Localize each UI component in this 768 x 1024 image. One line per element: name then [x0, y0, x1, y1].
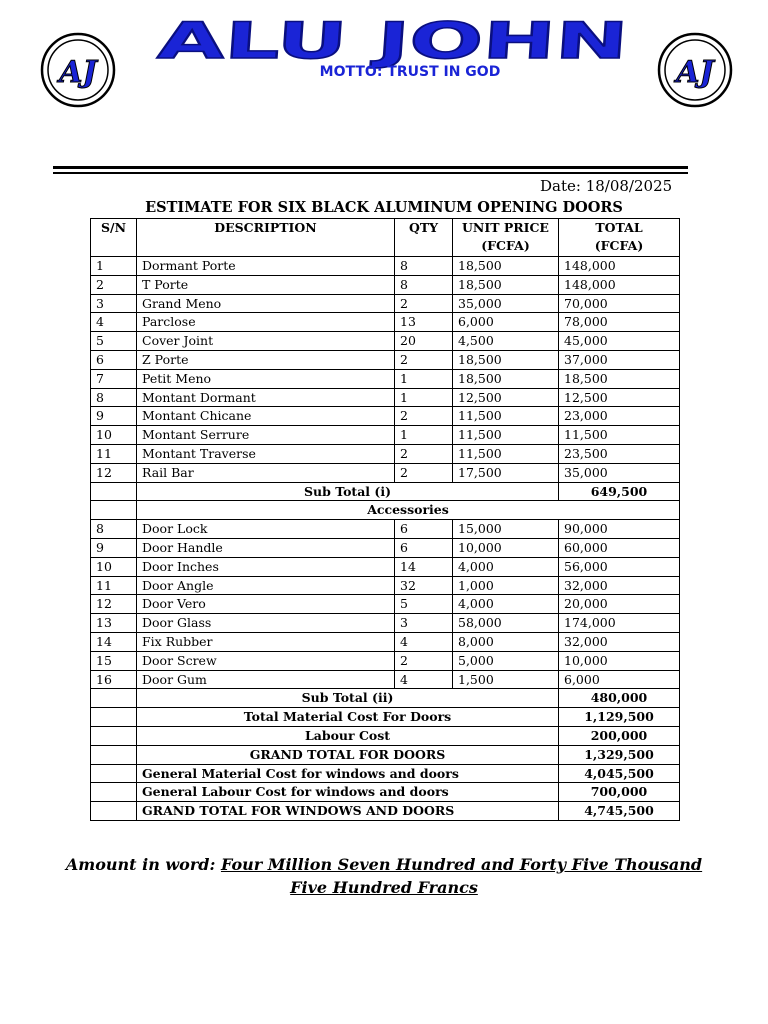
cell-description: Door Glass [137, 614, 395, 633]
cell-qty: 6 [395, 538, 453, 557]
cell-unit-price: 1,000 [453, 576, 559, 595]
table-row [91, 332, 680, 351]
table-row [91, 407, 680, 426]
cell-unit-price: 4,000 [453, 595, 559, 614]
table-row [91, 614, 680, 633]
cell-unit-price: 6,000 [453, 313, 559, 332]
cell-total: 23,000 [559, 407, 680, 426]
cell-description: Petit Meno [137, 369, 395, 388]
cell-description: Rail Bar [137, 463, 395, 482]
cell-qty: 2 [395, 294, 453, 313]
cell-unit-price: 10,000 [453, 538, 559, 557]
cell-total: 56,000 [559, 557, 680, 576]
col-header-unit-price-label: UNIT PRICE [462, 220, 549, 235]
total-label: General Labour Cost for windows and doors [137, 783, 559, 802]
cell-qty: 1 [395, 369, 453, 388]
cell-total: 32,000 [559, 632, 680, 651]
cell-total: 148,000 [559, 275, 680, 294]
empty-cell [91, 764, 137, 783]
total-value: 649,500 [559, 482, 680, 501]
cell-total: 20,000 [559, 595, 680, 614]
col-header-qty: QTY [395, 219, 453, 257]
cell-total: 35,000 [559, 463, 680, 482]
cell-total: 12,500 [559, 388, 680, 407]
cell-sn: 10 [91, 426, 137, 445]
cell-unit-price: 35,000 [453, 294, 559, 313]
col-header-total [559, 219, 680, 257]
cell-unit-price: 8,000 [453, 632, 559, 651]
cell-unit-price: 4,000 [453, 557, 559, 576]
estimate-table [90, 218, 680, 821]
cell-qty: 13 [395, 313, 453, 332]
cell-total: 23,500 [559, 444, 680, 463]
cell-description: Cover Joint [137, 332, 395, 351]
table-row [91, 520, 680, 539]
cell-unit-price: 1,500 [453, 670, 559, 689]
total-value: 480,000 [559, 689, 680, 708]
cell-sn: 12 [91, 595, 137, 614]
cell-sn: 15 [91, 651, 137, 670]
col-header-description: DESCRIPTION [137, 219, 395, 257]
brand-lettering: ALU JOHN [155, 12, 432, 70]
table-row [91, 313, 680, 332]
brand-name [150, 10, 640, 70]
col-header-total-unit: (FCFA) [594, 238, 644, 253]
empty-cell [91, 501, 137, 520]
cell-total: 174,000 [559, 614, 680, 633]
cell-description: Montant Traverse [137, 444, 395, 463]
cell-sn: 12 [91, 463, 137, 482]
total-row [91, 764, 680, 783]
total-label: General Material Cost for windows and doors [137, 764, 559, 783]
total-label: Sub Total (i) [137, 482, 559, 501]
cell-sn: 5 [91, 332, 137, 351]
cell-description: Montant Chicane [137, 407, 395, 426]
cell-unit-price: 5,000 [453, 651, 559, 670]
total-row [91, 802, 680, 821]
total-value: 200,000 [559, 726, 680, 745]
table-row [91, 538, 680, 557]
cell-unit-price: 18,500 [453, 275, 559, 294]
empty-cell [91, 708, 137, 727]
cell-sn: 4 [91, 313, 137, 332]
amount-in-words-label: Amount in word: [65, 855, 216, 874]
cell-total: 10,000 [559, 651, 680, 670]
cell-sn: 8 [91, 520, 137, 539]
table-row [91, 294, 680, 313]
cell-qty: 4 [395, 632, 453, 651]
cell-unit-price: 18,500 [453, 257, 559, 276]
table-row [91, 257, 680, 276]
table-row [91, 275, 680, 294]
cell-unit-price: 18,500 [453, 350, 559, 369]
total-row [91, 689, 680, 708]
total-value: 4,045,500 [559, 764, 680, 783]
table-row [91, 350, 680, 369]
cell-description: Montant Dormant [137, 388, 395, 407]
cell-qty: 2 [395, 444, 453, 463]
logo-lettering: AJ [676, 55, 714, 90]
cell-sn: 8 [91, 388, 137, 407]
total-value: 1,329,500 [559, 745, 680, 764]
cell-qty: 1 [395, 426, 453, 445]
cell-description: Grand Meno [137, 294, 395, 313]
cell-unit-price: 58,000 [453, 614, 559, 633]
table-row [91, 595, 680, 614]
empty-cell [91, 802, 137, 821]
cell-description: Door Inches [137, 557, 395, 576]
empty-cell [91, 726, 137, 745]
col-header-sn: S/N [91, 219, 137, 257]
cell-description: Z Porte [137, 350, 395, 369]
col-header-unit-price [453, 219, 559, 257]
cell-unit-price: 11,500 [453, 407, 559, 426]
cell-description: Fix Rubber [137, 632, 395, 651]
cell-description: Door Angle [137, 576, 395, 595]
cell-unit-price: 15,000 [453, 520, 559, 539]
cell-sn: 16 [91, 670, 137, 689]
total-label: Sub Total (ii) [137, 689, 559, 708]
total-value: 4,745,500 [559, 802, 680, 821]
table-row [91, 444, 680, 463]
total-label: GRAND TOTAL FOR WINDOWS AND DOORS [137, 802, 559, 821]
total-label: Labour Cost [137, 726, 559, 745]
total-value: 700,000 [559, 783, 680, 802]
cell-total: 6,000 [559, 670, 680, 689]
cell-unit-price: 11,500 [453, 444, 559, 463]
cell-qty: 20 [395, 332, 453, 351]
col-header-total-label: TOTAL [595, 220, 643, 235]
aj-logo-left [40, 32, 116, 108]
total-label: GRAND TOTAL FOR DOORS [137, 745, 559, 764]
cell-description: Door Gum [137, 670, 395, 689]
cell-sn: 14 [91, 632, 137, 651]
total-row [91, 726, 680, 745]
cell-description: Door Lock [137, 520, 395, 539]
cell-sn: 10 [91, 557, 137, 576]
cell-unit-price: 11,500 [453, 426, 559, 445]
cell-qty: 5 [395, 595, 453, 614]
table-row [91, 369, 680, 388]
document-title: ESTIMATE FOR SIX BLACK ALUMINUM OPENING DOORS [145, 199, 623, 216]
total-row [91, 482, 680, 501]
table-row [91, 463, 680, 482]
table-header-row [91, 219, 680, 257]
table-row [91, 388, 680, 407]
accessories-heading: Accessories [137, 501, 680, 520]
table-row [91, 632, 680, 651]
cell-total: 32,000 [559, 576, 680, 595]
cell-total: 70,000 [559, 294, 680, 313]
table-row [91, 670, 680, 689]
table-row [91, 557, 680, 576]
total-label: Total Material Cost For Doors [137, 708, 559, 727]
cell-description: Door Screw [137, 651, 395, 670]
cell-unit-price: 4,500 [453, 332, 559, 351]
total-row [91, 783, 680, 802]
cell-total: 148,000 [559, 257, 680, 276]
document-date: Date: 18/08/2025 [540, 177, 673, 195]
cell-description: Parclose [137, 313, 395, 332]
cell-total: 18,500 [559, 369, 680, 388]
cell-unit-price: 17,500 [453, 463, 559, 482]
table-row [91, 426, 680, 445]
cell-description: Door Handle [137, 538, 395, 557]
amount-in-words [60, 853, 708, 899]
cell-qty: 2 [395, 651, 453, 670]
cell-total: 60,000 [559, 538, 680, 557]
amount-in-words-line2: Five Hundred Francs [290, 878, 478, 897]
empty-cell [91, 783, 137, 802]
cell-sn: 11 [91, 444, 137, 463]
cell-total: 11,500 [559, 426, 680, 445]
empty-cell [91, 689, 137, 708]
cell-sn: 6 [91, 350, 137, 369]
cell-description: Montant Serrure [137, 426, 395, 445]
cell-qty: 8 [395, 275, 453, 294]
cell-description: Door Vero [137, 595, 395, 614]
motto: MOTTO: TRUST IN GOD [319, 64, 501, 80]
cell-qty: 2 [395, 463, 453, 482]
cell-unit-price: 12,500 [453, 388, 559, 407]
cell-description: T Porte [137, 275, 395, 294]
cell-qty: 32 [395, 576, 453, 595]
cell-qty: 3 [395, 614, 453, 633]
header-divider [53, 166, 688, 169]
cell-sn: 2 [91, 275, 137, 294]
cell-total: 37,000 [559, 350, 680, 369]
cell-sn: 11 [91, 576, 137, 595]
empty-cell [91, 482, 137, 501]
cell-total: 45,000 [559, 332, 680, 351]
cell-sn: 3 [91, 294, 137, 313]
cell-qty: 1 [395, 388, 453, 407]
cell-total: 78,000 [559, 313, 680, 332]
total-row [91, 745, 680, 764]
cell-qty: 14 [395, 557, 453, 576]
cell-sn: 9 [91, 538, 137, 557]
empty-cell [91, 745, 137, 764]
cell-description: Dormant Porte [137, 257, 395, 276]
col-header-unit-price-unit: (FCFA) [481, 238, 530, 253]
cell-qty: 6 [395, 520, 453, 539]
total-row [91, 708, 680, 727]
cell-unit-price: 18,500 [453, 369, 559, 388]
cell-qty: 2 [395, 407, 453, 426]
total-value: 1,129,500 [559, 708, 680, 727]
cell-sn: 9 [91, 407, 137, 426]
cell-total: 90,000 [559, 520, 680, 539]
cell-sn: 7 [91, 369, 137, 388]
cell-sn: 1 [91, 257, 137, 276]
cell-qty: 4 [395, 670, 453, 689]
section-row [91, 501, 680, 520]
cell-sn: 13 [91, 614, 137, 633]
table-row [91, 576, 680, 595]
amount-in-words-line1: Four Million Seven Hundred and Forty Five Thousand [220, 855, 703, 874]
header-divider-thin [53, 172, 688, 174]
aj-logo-right [657, 32, 733, 108]
table-row [91, 651, 680, 670]
cell-qty: 8 [395, 257, 453, 276]
cell-qty: 2 [395, 350, 453, 369]
logo-lettering: AJ [59, 55, 97, 90]
